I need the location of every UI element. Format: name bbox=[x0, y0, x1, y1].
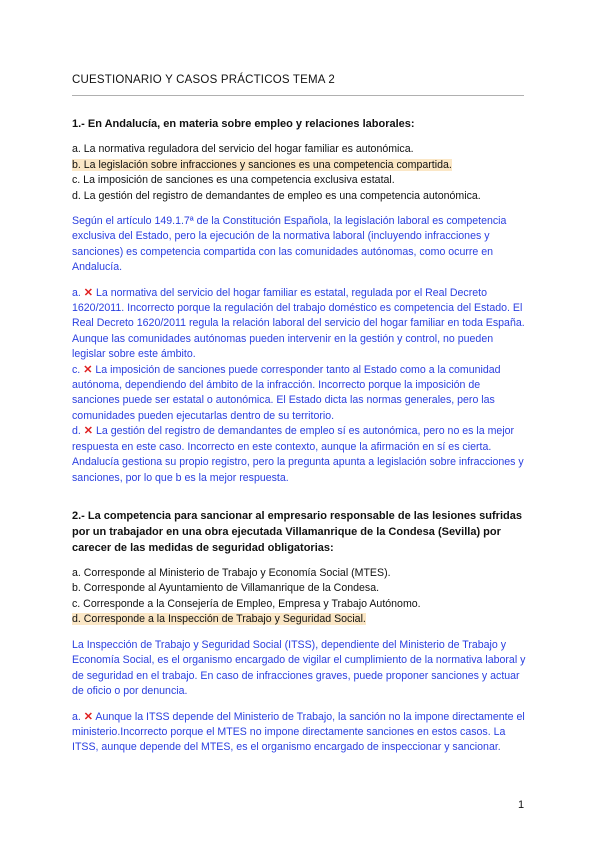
cross-mark-icon: ✕ bbox=[83, 425, 94, 438]
q1-option-d: d. La gestión del registro de demandantes de empleo es una competencia autonómica. bbox=[72, 189, 481, 202]
q1-option-b-correct: b. La legislación sobre infracciones y sanciones es una competencia compartida. bbox=[72, 158, 452, 171]
q1-option-c: c. La imposición de sanciones es una competencia exclusiva estatal. bbox=[72, 174, 395, 186]
question-2: 2.- La competencia para sancionar al empresario responsable de las lesiones sufridas por un trabajador en una obra ejecutada Villamanrique de la Condesa (Sevilla) por carecer de las medidas de seguridad obligatorias: bbox=[72, 509, 522, 554]
document-body bbox=[72, 116, 528, 766]
document-header: CUESTIONARIO Y CASOS PRÁCTICOS TEMA 2 bbox=[72, 74, 336, 86]
q1-option-a: a. La normativa reguladora del servicio del hogar familiar es autonómica. bbox=[72, 143, 414, 155]
q2-wrong-answers bbox=[72, 710, 528, 756]
question-1: 1.- En Andalucía, en materia sobre empleo y relaciones laborales: bbox=[72, 118, 415, 130]
cross-mark-icon: ✕ bbox=[83, 363, 93, 376]
q1-wrong-d: d. ✕ La gestión del registro de demandantes de empleo sí es autonómica, pero no es la mejor respuesta en este caso. Incorrecto en este contexto, aunque la afirmación en sí es cierta. Andalucía gestiona su propio registro, pero la pregunta apunta a legislación sobre infracciones y sanciones, por lo que b es la mejor respuesta. bbox=[72, 425, 524, 484]
question-1-options bbox=[72, 142, 528, 204]
q1-wrong-a: a. ✕ La normativa del servicio del hogar familiar es estatal, regulada por el Real Decreto 1620/2011. Incorrecto porque la regulación del trabajo doméstico es competencia del Estado. El Real Decreto 1620/2011 regula la relación laboral del servicio del hogar familiar en toda España. Aunque las comunidades autónomas pueden intervenir en la gestión y control, no pueden legislar sobre este ámbito. bbox=[72, 286, 525, 361]
header-divider bbox=[72, 95, 524, 96]
question-2-options bbox=[72, 566, 528, 628]
cross-mark-icon: ✕ bbox=[83, 286, 94, 299]
q2-option-b: b. Corresponde al Ayuntamiento de Villamanrique de la Condesa. bbox=[72, 582, 380, 595]
q2-wrong-a: a. ✕ Aunque la ITSS depende del Ministerio de Trabajo, la sanción no la impone directamente el ministerio.Incorrecto porque el MTES no impone directamente sanciones en estos casos. La ITSS, aunque depende del MTES, es el organismo encargado de inspeccionar y sancionar. bbox=[72, 710, 525, 754]
q1-explanation: Según el artículo 149.1.7ª de la Constitución Española, la legislación laboral es competencia exclusiva del Estado, pero la ejecución de la normativa laboral (incluyendo infracciones y sanciones) es competencia compartida con las comunidades autónomas, como ocurre en Andalucía. bbox=[72, 215, 507, 274]
page-number: 1 bbox=[518, 799, 525, 811]
q2-option-a: a. Corresponde al Ministerio de Trabajo y Economía Social (MTES). bbox=[72, 566, 391, 579]
q2-option-c: c. Corresponde a la Consejería de Empleo, Empresa y Trabajo Autónomo. bbox=[72, 597, 421, 610]
q1-wrong-answers bbox=[72, 286, 528, 486]
q2-option-d-correct: d. Corresponde a la Inspección de Trabajo y Seguridad Social. bbox=[72, 613, 366, 626]
cross-mark-icon: ✕ bbox=[83, 710, 94, 723]
q1-wrong-c: c. ✕ La imposición de sanciones puede corresponder tanto al Estado como a la comunidad autónoma, dependiendo del ámbito de la infracción. Incorrecto porque la imposición de sanciones puede ser estatal o autonómica. El Estado dicta las normas generales, pero las comunidades pueden ejecutarlas dentro de su territorio. bbox=[72, 363, 501, 422]
q2-explanation: La Inspección de Trabajo y Seguridad Social (ITSS), dependiente del Ministerio de Trabajo y Economía Social, es el organismo encargado de vigilar el cumplimiento de la normativa laboral y de seguridad en el trabajo. En caso de infracciones graves, puede proponer sanciones y actuar de oficio o por denuncia. bbox=[72, 638, 526, 698]
